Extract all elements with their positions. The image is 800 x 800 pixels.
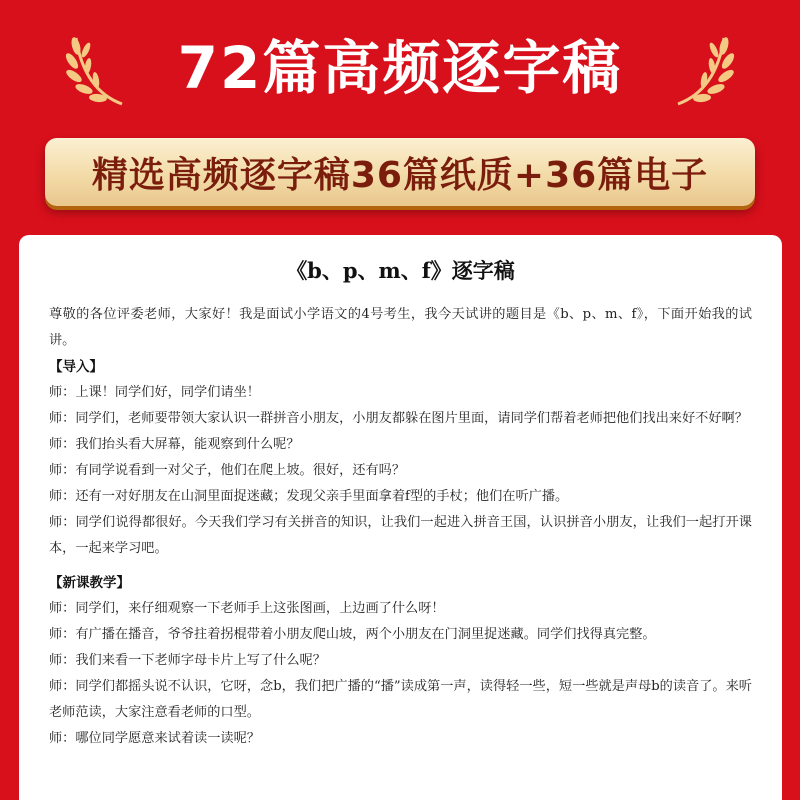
- laurel-left-icon: [62, 28, 132, 108]
- laurel-right-icon: [668, 28, 738, 108]
- line-2: 师：同学们，老师要带领大家认识一群拼音小朋友，小朋友都躲在图片里面，请同学们帮着老师把他们找出来好不好啊？: [49, 411, 748, 426]
- section-heading-intro: 【导入】: [49, 359, 103, 375]
- line-9: 师：我们来看一下老师字母卡片上写了什么呢？: [49, 653, 326, 668]
- subtitle-banner: [45, 138, 755, 206]
- line-5: 师：还有一对好朋友在山洞里面捉迷藏；发现父亲手里面拿着f型的手杖；他们在听广播。: [49, 489, 569, 504]
- document-paper: [19, 235, 782, 800]
- intro-paragraph: 尊敬的各位评委老师，大家好！我是面试小学语文的4号考生，我今天试讲的题目是《b、p、m、f》，下面开始我的试讲。: [49, 307, 752, 348]
- line-6: 师：同学们说得都很好。今天我们学习有关拼音的知识，让我们一起进入拼音王国，认识拼音小朋友，让我们一起打开课本，一起来学习吧。: [49, 515, 752, 556]
- line-4: 师：有同学说看到一对父子，他们在爬上坡。很好，还有吗？: [49, 463, 406, 478]
- main-title: 72篇高频逐字稿: [177, 34, 623, 102]
- line-11: 师：哪位同学愿意来试着读一读呢？: [49, 731, 260, 746]
- banner-text: 精选高频逐字稿36篇纸质+36篇电子: [91, 154, 709, 196]
- section-heading-new-lesson: 【新课教学】: [49, 575, 130, 591]
- header-area: [0, 0, 800, 118]
- document-title: 《b、p、m、f》逐字稿: [286, 258, 515, 283]
- line-8: 师：有广播在播音，爷爷拄着拐棍带着小朋友爬山坡，两个小朋友在门洞里捉迷藏。同学们找得真完整。: [49, 627, 656, 642]
- line-7: 师：同学们，来仔细观察一下老师手上这张图画，上边画了什么呀！: [49, 601, 445, 616]
- line-10: 师：同学们都摇头说不认识，它呀，念b，我们把广播的“播”读成第一声，读得轻一些，短一些就是声母b的读音了。来听老师范读，大家注意看老师的口型。: [49, 679, 752, 720]
- line-3: 师：我们抬头看大屏幕，能观察到什么呢？: [49, 437, 300, 452]
- line-1: 师：上课！同学们好，同学们请坐！: [49, 385, 260, 400]
